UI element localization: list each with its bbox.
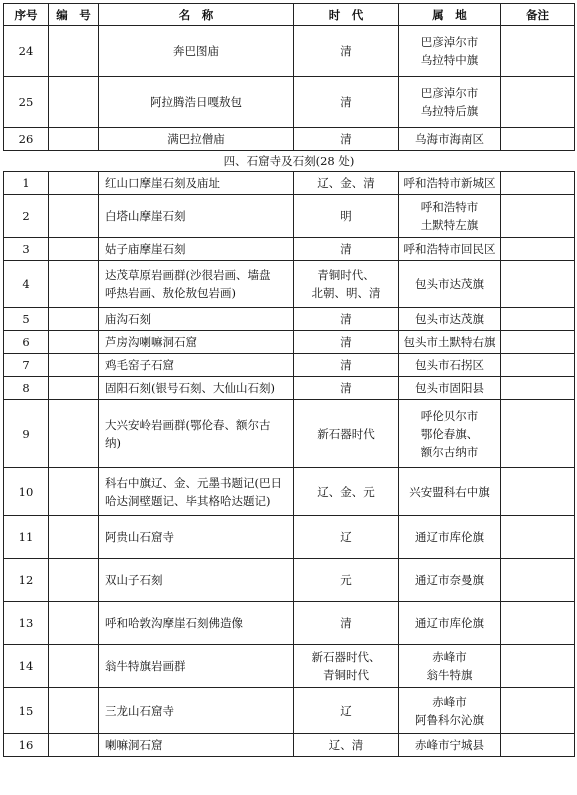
row-era: [294, 602, 399, 645]
row-number: 7: [4, 354, 49, 377]
row-location-line: 呼伦贝尔市: [420, 408, 479, 423]
row-name-line: 呼和哈敦沟摩崖石刻佛造像: [105, 616, 243, 630]
row-note: [501, 128, 575, 151]
row-note: [501, 195, 575, 238]
row-location: [399, 195, 501, 238]
row-location: [399, 331, 501, 354]
table-row: [4, 238, 575, 261]
row-location-line: 乌海市海南区: [415, 132, 484, 146]
table-row: [4, 559, 575, 602]
row-name: [99, 261, 294, 308]
row-note: [501, 734, 575, 757]
table-row: [4, 308, 575, 331]
section-title: 四、石窟寺及石刻(28 处): [4, 151, 575, 172]
row-note: [501, 688, 575, 734]
row-name: [99, 195, 294, 238]
row-name-line: 鸡毛窑子石窟: [105, 358, 174, 372]
table-row: [4, 516, 575, 559]
row-note: [501, 602, 575, 645]
row-era-line: 新石器时代、: [311, 650, 381, 664]
row-location-line: 阿鲁科尔沁旗: [415, 712, 484, 727]
row-era-line: 清: [340, 95, 352, 109]
row-note: [501, 468, 575, 516]
row-name-line: 三龙山石窟寺: [105, 703, 174, 718]
row-location: [399, 261, 501, 308]
row-location: [399, 238, 501, 261]
row-name-line: 喇嘛洞石窟: [105, 738, 163, 752]
row-note: [501, 645, 575, 688]
row-code: [49, 128, 99, 151]
row-name-line: 阿贵山石窟寺: [105, 530, 174, 544]
row-era-line: 辽、金、元: [317, 484, 375, 499]
row-number: 9: [4, 400, 49, 468]
row-name-line: 科右中旗辽、金、元墨书题记(巴日: [105, 475, 282, 490]
row-era-line: 青铜时代、: [317, 268, 375, 282]
row-era-line: 北朝、明、清: [311, 286, 381, 300]
row-note: [501, 26, 575, 77]
row-number: 11: [4, 516, 49, 559]
row-era: [294, 516, 399, 559]
row-name-line: 固阳石刻(银号石刻、大仙山石刻): [105, 381, 275, 395]
table-row: [4, 734, 575, 757]
row-code: [49, 172, 99, 195]
table-row: [4, 377, 575, 400]
row-location-line: 乌拉特中旗: [420, 53, 479, 67]
row-location-line: 包头市达茂旗: [415, 312, 484, 326]
table-row: [4, 172, 575, 195]
row-era-line: 辽、金、清: [317, 176, 375, 190]
row-location-line: 巴彦淖尔市: [420, 86, 479, 100]
row-code: [49, 26, 99, 77]
table-row: [4, 645, 575, 688]
row-number: 15: [4, 688, 49, 734]
row-number: 13: [4, 602, 49, 645]
row-location: [399, 468, 501, 516]
header-code: 编 号: [49, 4, 99, 26]
row-number: 6: [4, 331, 49, 354]
row-era-line: 清: [340, 44, 352, 58]
row-location-line: 土默特左旗: [420, 218, 479, 232]
row-name: 阿拉腾浩日嘎敖包: [99, 77, 294, 128]
row-name: [99, 602, 294, 645]
row-number: 14: [4, 645, 49, 688]
row-number: 24: [4, 26, 49, 77]
row-name: [99, 377, 294, 400]
row-name-line: 双山子石刻: [105, 573, 163, 587]
table-row: [4, 128, 575, 151]
row-era: [294, 645, 399, 688]
row-era-line: 清: [340, 335, 352, 349]
row-era-line: 明: [340, 209, 352, 223]
row-number: 3: [4, 238, 49, 261]
row-era: [294, 468, 399, 516]
row-code: [49, 354, 99, 377]
header-no: 序号: [4, 4, 49, 26]
row-location-line: 翁牛特旗: [426, 668, 473, 682]
row-number: 16: [4, 734, 49, 757]
row-code: [49, 308, 99, 331]
row-era: [294, 331, 399, 354]
table-row: [4, 688, 575, 734]
row-name-line: 姑子庙摩崖石刻: [105, 242, 186, 256]
row-location: [399, 172, 501, 195]
row-location: [399, 602, 501, 645]
row-era-line: 清: [340, 132, 352, 146]
row-note: [501, 559, 575, 602]
row-era: [294, 559, 399, 602]
row-location-line: 鄂伦春旗、: [420, 426, 479, 441]
row-name: [99, 308, 294, 331]
table-row: [4, 602, 575, 645]
row-location-line: 兴安盟科右中旗: [409, 484, 490, 499]
row-era-line: 辽: [340, 703, 352, 718]
row-location-line: 呼和浩特市新城区: [403, 176, 496, 190]
row-location: [399, 77, 501, 128]
row-code: [49, 645, 99, 688]
row-location: [399, 308, 501, 331]
row-note: [501, 261, 575, 308]
row-location-line: 赤峰市: [432, 694, 467, 709]
row-code: [49, 377, 99, 400]
row-era: [294, 261, 399, 308]
row-code: [49, 602, 99, 645]
row-note: [501, 238, 575, 261]
row-name-line: 哈达洞壁题记、毕其格哈达题记): [105, 493, 271, 508]
row-number: 5: [4, 308, 49, 331]
row-name: [99, 688, 294, 734]
row-era: [294, 400, 399, 468]
row-note: [501, 308, 575, 331]
row-number: 25: [4, 77, 49, 128]
table-row: [4, 354, 575, 377]
row-era-line: 清: [340, 616, 352, 630]
table-row: [4, 26, 575, 77]
row-era-line: 元: [340, 573, 352, 587]
row-code: [49, 468, 99, 516]
row-number: 26: [4, 128, 49, 151]
row-location-line: 赤峰市宁城县: [415, 738, 484, 752]
row-name-line: 达茂草原岩画群(沙很岩画、墙盘: [105, 268, 271, 282]
table-row: [4, 468, 575, 516]
row-era: [294, 26, 399, 77]
row-name-line: 芦房沟喇嘛洞石窟: [105, 335, 197, 349]
row-era-line: 清: [340, 312, 352, 326]
row-location: [399, 400, 501, 468]
row-note: [501, 172, 575, 195]
row-location-line: 呼和浩特市回民区: [403, 242, 496, 256]
row-note: [501, 77, 575, 128]
header-era: 时 代: [294, 4, 399, 26]
row-era: [294, 734, 399, 757]
row-era: [294, 238, 399, 261]
row-name: [99, 400, 294, 468]
row-location: [399, 688, 501, 734]
row-name: [99, 559, 294, 602]
row-location-line: 包头市固阳县: [415, 381, 484, 395]
row-name-line: 大兴安岭岩画群(鄂伦春、额尔古: [105, 417, 271, 432]
row-name-line: 红山口摩崖石刻及庙址: [105, 176, 220, 190]
table-row: [4, 261, 575, 308]
row-era-line: 清: [340, 242, 352, 256]
row-number: 10: [4, 468, 49, 516]
row-name: [99, 172, 294, 195]
row-code: [49, 331, 99, 354]
row-code: [49, 688, 99, 734]
table-row: [4, 400, 575, 468]
row-location: [399, 645, 501, 688]
row-name: [99, 331, 294, 354]
row-code: [49, 516, 99, 559]
row-location-line: 呼和浩特市: [420, 200, 479, 214]
row-location-line: 通辽市库伦旗: [415, 616, 484, 630]
row-era: [294, 128, 399, 151]
row-location-line: 乌拉特后旗: [420, 104, 479, 118]
row-name-line: 翁牛特旗岩画群: [105, 659, 186, 673]
row-era-line: 清: [340, 381, 352, 395]
table-row: [4, 195, 575, 238]
row-name: 满巴拉僧庙: [99, 128, 294, 151]
row-era: [294, 195, 399, 238]
row-era: [294, 377, 399, 400]
row-location: [399, 354, 501, 377]
row-era-line: 辽: [340, 530, 352, 544]
row-name: [99, 516, 294, 559]
row-era: [294, 308, 399, 331]
row-number: 4: [4, 261, 49, 308]
row-note: [501, 516, 575, 559]
row-note: [501, 377, 575, 400]
row-era-line: 青铜时代: [323, 668, 369, 682]
document-page: [3, 3, 574, 757]
row-era-line: 新石器时代: [317, 426, 375, 441]
section-row: [4, 151, 575, 172]
table-row: [4, 77, 575, 128]
row-location-line: 通辽市奈曼旗: [415, 573, 484, 587]
row-name-line: 呼热岩画、敖伦敖包岩画): [105, 286, 236, 300]
row-location-line: 额尔古纳市: [420, 444, 479, 459]
row-location-line: 赤峰市: [432, 650, 467, 664]
row-number: 2: [4, 195, 49, 238]
row-location-line: 包头市达茂旗: [415, 277, 484, 291]
row-location-line: 巴彦淖尔市: [420, 35, 479, 49]
row-location: [399, 516, 501, 559]
row-location: [399, 128, 501, 151]
row-name-line: 白塔山摩崖石刻: [105, 209, 186, 223]
row-era: [294, 77, 399, 128]
row-era: [294, 354, 399, 377]
row-name: [99, 734, 294, 757]
row-location: [399, 26, 501, 77]
row-code: [49, 77, 99, 128]
row-code: [49, 261, 99, 308]
row-era: [294, 172, 399, 195]
row-name: 奔巴图庙: [99, 26, 294, 77]
table-row: [4, 331, 575, 354]
row-code: [49, 400, 99, 468]
row-era-line: 辽、清: [328, 738, 364, 752]
row-location-line: 包头市土默特右旗: [403, 335, 496, 349]
row-number: 12: [4, 559, 49, 602]
row-name: [99, 354, 294, 377]
row-code: [49, 195, 99, 238]
row-code: [49, 559, 99, 602]
row-location-line: 通辽市库伦旗: [415, 530, 484, 544]
row-location-line: 包头市石拐区: [415, 358, 484, 372]
row-era-line: 清: [340, 358, 352, 372]
row-number: 8: [4, 377, 49, 400]
row-era: [294, 688, 399, 734]
heritage-table: [3, 3, 575, 757]
row-name: [99, 468, 294, 516]
row-note: [501, 400, 575, 468]
row-location: [399, 377, 501, 400]
row-number: 1: [4, 172, 49, 195]
header-name: 名 称: [99, 4, 294, 26]
row-location: [399, 734, 501, 757]
row-code: [49, 734, 99, 757]
row-name-line: 庙沟石刻: [105, 312, 151, 326]
row-code: [49, 238, 99, 261]
row-location: [399, 559, 501, 602]
header-row: [4, 4, 575, 26]
row-name: [99, 238, 294, 261]
row-name-line: 纳): [105, 435, 121, 450]
row-note: [501, 331, 575, 354]
header-location: 属 地: [399, 4, 501, 26]
row-note: [501, 354, 575, 377]
header-note: 备注: [501, 4, 575, 26]
row-name: [99, 645, 294, 688]
